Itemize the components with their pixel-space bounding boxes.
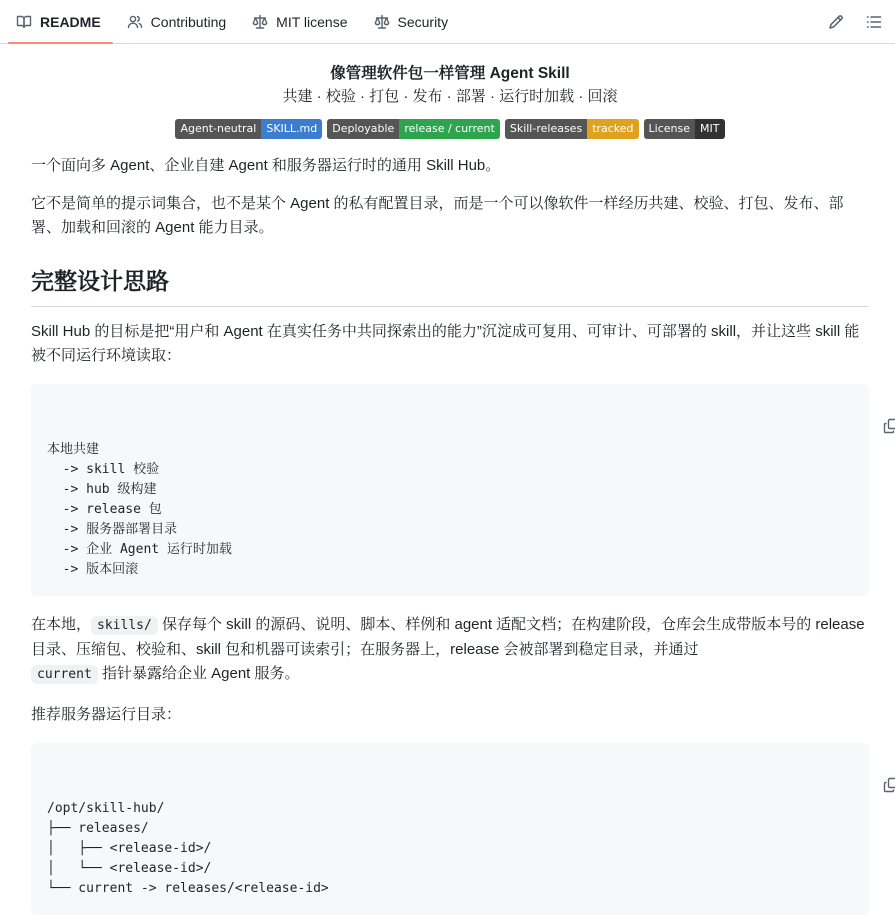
law-icon — [252, 14, 268, 30]
tab-label: README — [40, 13, 101, 30]
tab-security[interactable] — [366, 0, 461, 43]
badge-label: Agent-neutral — [175, 119, 261, 139]
directory-code-block — [31, 743, 869, 915]
hero-title: 像管理软件包一样管理 Agent Skill — [330, 65, 570, 82]
outline-button[interactable] — [865, 13, 883, 31]
tab-label: Contributing — [150, 13, 227, 30]
description-paragraph: 它不是简单的提示词集合，也不是某个 Agent 的私有配置目录，而是一个可以像软件一样经历共建、校验、打包、发布、部署、加载和回滚的 Agent 能力目录。 — [31, 195, 844, 236]
code-line: -> 服务器部署目录 — [47, 522, 178, 537]
badge-skill-releases[interactable] — [505, 119, 639, 139]
tab-readme[interactable] — [8, 0, 113, 43]
text-segment: 保存每个 skill 的源码、说明、脚本、样例和 agent 适配文档；在构建阶段，仓库会生成带版本号的 release 目录、压缩包、校验和、skill 包和机器可读索引；在服务器上，release 会被部署到稳定目录，并通过 — [31, 616, 865, 658]
badge-value: MIT — [695, 119, 724, 139]
badge-label: License — [644, 119, 695, 139]
text-segment: 在本地， — [31, 616, 92, 633]
people-icon — [127, 14, 143, 30]
code-line: │ ├── <release-id>/ — [47, 841, 212, 856]
tab-mit-license[interactable] — [244, 0, 359, 43]
intro-paragraph: 一个面向多 Agent、企业自建 Agent 和服务器运行时的通用 Skill Hub。 — [31, 157, 501, 174]
badge-license[interactable] — [644, 119, 725, 139]
badge-value: SKILL.md — [261, 119, 322, 139]
code-line: /opt/skill-hub/ — [47, 801, 165, 816]
code-line: -> hub 级构建 — [47, 482, 157, 497]
copy-icon — [883, 418, 895, 434]
badge-value: tracked — [587, 119, 638, 139]
text-segment: 指针暴露给企业 Agent 服务。 — [97, 665, 300, 682]
badge-row — [31, 119, 869, 139]
tab-label: Security — [397, 13, 449, 30]
readme-content — [0, 64, 895, 915]
readme-tabbar — [0, 0, 895, 44]
pencil-icon — [828, 14, 844, 30]
code-line: -> release 包 — [47, 502, 162, 517]
code-line: │ └── <release-id>/ — [47, 861, 212, 876]
code-line: -> skill 校验 — [47, 462, 160, 477]
pipeline-code-block — [31, 384, 869, 596]
edit-button[interactable] — [827, 13, 845, 31]
code-line: -> 企业 Agent 运行时加载 — [47, 542, 232, 557]
badge-agent-neutral[interactable] — [175, 119, 322, 139]
inline-code: skills/ — [91, 616, 158, 635]
law-icon — [374, 14, 390, 30]
goal-paragraph: Skill Hub 的目标是把“用户和 Agent 在真实任务中共同探索出的能力”沉淀成可复用、可审计、可部署的 skill，并让这些 skill 能被不同运行环境读取： — [31, 323, 860, 364]
copy-icon — [883, 777, 895, 793]
badge-label: Skill-releases — [505, 119, 587, 139]
tab-contributing[interactable] — [119, 0, 239, 43]
runtime-dir-paragraph: 推荐服务器运行目录： — [31, 706, 182, 723]
section-heading: 完整设计思路 — [31, 265, 869, 307]
code-line: ├── releases/ — [47, 821, 149, 836]
tab-actions — [827, 0, 895, 44]
code-line: 本地共建 — [47, 442, 100, 457]
code-line: └── current -> releases/<release-id> — [47, 881, 329, 896]
badge-deployable[interactable] — [327, 119, 500, 139]
tab-label: MIT license — [276, 13, 348, 30]
copy-button[interactable] — [836, 757, 854, 775]
list-icon — [866, 14, 882, 30]
local-paragraph — [31, 613, 869, 687]
copy-button[interactable] — [836, 398, 854, 416]
inline-code: current — [31, 665, 98, 684]
badge-label: Deployable — [327, 119, 399, 139]
code-line: -> 版本回滚 — [47, 562, 139, 577]
hero-subtitle: 共建 · 校验 · 打包 · 发布 · 部署 · 运行时加载 · 回滚 — [282, 88, 618, 105]
badge-value: release / current — [399, 119, 500, 139]
book-icon — [16, 14, 32, 30]
